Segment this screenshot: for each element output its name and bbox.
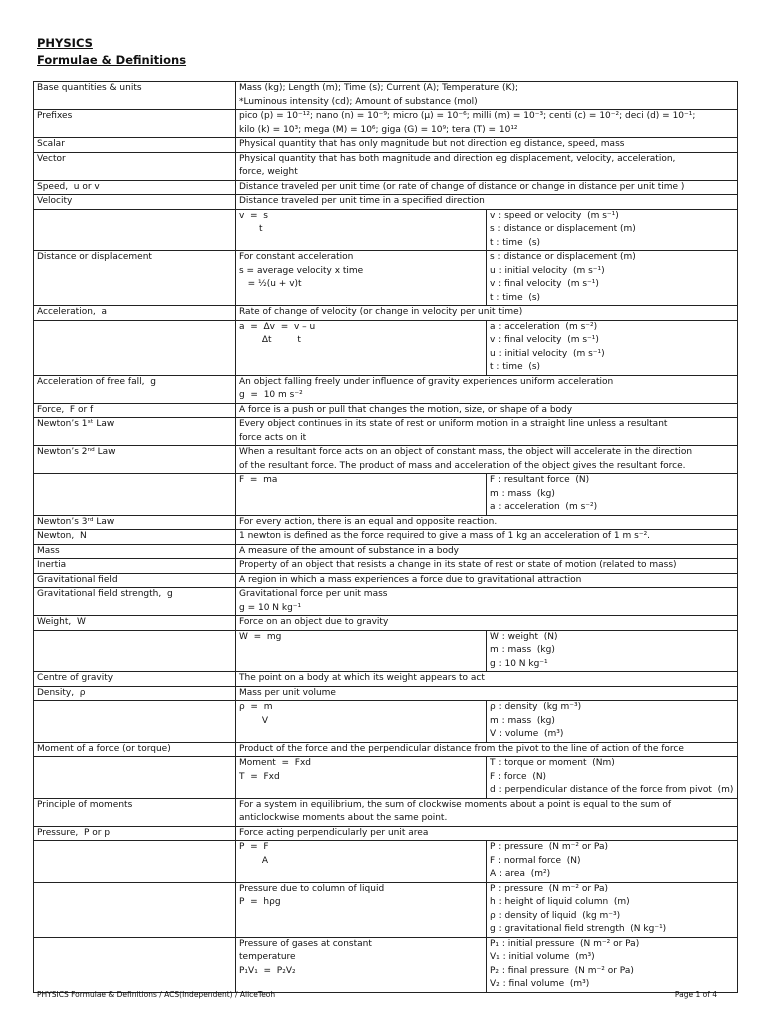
variables-cell: a : acceleration (m s⁻²) v : final velocity (m s⁻¹) u : initial velocity (m s⁻¹) t : time (s)	[487, 320, 738, 375]
document-header	[37, 35, 186, 69]
table-row	[34, 573, 738, 588]
table-row	[34, 672, 738, 687]
table-row	[34, 588, 738, 616]
term-cell	[34, 937, 236, 992]
formula-cell: P = F A	[236, 841, 487, 883]
formula-cell: ρ = m V	[236, 701, 487, 743]
document-subtitle: Formulae & Definitions	[37, 53, 187, 67]
term-cell: Newton’s 1ˢᵗ Law	[34, 418, 236, 446]
definition-cell: Distance traveled per unit time (or rate of change of distance or change in distance per unit time )	[236, 180, 738, 195]
table-row	[34, 251, 738, 306]
definition-cell: Force on an object due to gravity	[236, 616, 738, 631]
formula-cell: v = s t	[236, 209, 487, 251]
table-row	[34, 937, 738, 992]
term-cell: Centre of gravity	[34, 672, 236, 687]
definition-cell: A measure of the amount of substance in a body	[236, 544, 738, 559]
definition-cell: A region in which a mass experiences a force due to gravitational attraction	[236, 573, 738, 588]
term-cell	[34, 841, 236, 883]
table-row	[34, 742, 738, 757]
term-cell: Prefixes	[34, 110, 236, 138]
definition-cell: When a resultant force acts on an object of constant mass, the object will accelerate in the direction of the resultant force. The product of mass and acceleration of the object gives the resultant force.	[236, 446, 738, 474]
table-row	[34, 138, 738, 153]
definition-cell: Physical quantity that has both magnitude and direction eg displacement, velocity, acceleration, force, weight	[236, 152, 738, 180]
term-cell: Force, F or f	[34, 403, 236, 418]
table-row	[34, 826, 738, 841]
definition-cell: Mass per unit volume	[236, 686, 738, 701]
term-cell	[34, 882, 236, 937]
formula-cell: Pressure of gases at constant temperature P₁V₁ = P₂V₂	[236, 937, 487, 992]
term-cell: Distance or displacement	[34, 251, 236, 306]
term-cell	[34, 701, 236, 743]
term-cell	[34, 757, 236, 799]
definition-cell: 1 newton is defined as the force required to give a mass of 1 kg an acceleration of 1 m s⁻².	[236, 530, 738, 545]
term-cell: Acceleration, a	[34, 306, 236, 321]
table-row	[34, 841, 738, 883]
term-cell: Newton’s 2ⁿᵈ Law	[34, 446, 236, 474]
table-row	[34, 195, 738, 210]
table-row	[34, 110, 738, 138]
formula-cell: Pressure due to column of liquid P = hρg	[236, 882, 487, 937]
table-row	[34, 686, 738, 701]
variables-cell: T : torque or moment (Nm) F : force (N) d : perpendicular distance of the force from pivot (m)	[487, 757, 738, 799]
term-cell: Vector	[34, 152, 236, 180]
table-row	[34, 798, 738, 826]
term-cell: Velocity	[34, 195, 236, 210]
term-cell: Base quantities & units	[34, 82, 236, 110]
variables-cell: s : distance or displacement (m) u : initial velocity (m s⁻¹) v : final velocity (m s⁻¹) t : time (s)	[487, 251, 738, 306]
variables-cell: P₁ : initial pressure (N m⁻² or Pa) V₁ : initial volume (m³) P₂ : final pressure (N m⁻² or Pa) V₂ : final volume (m³)	[487, 937, 738, 992]
term-cell	[34, 630, 236, 672]
definition-cell: Physical quantity that has only magnitude but not direction eg distance, speed, mass	[236, 138, 738, 153]
definition-cell: The point on a body at which its weight appears to act	[236, 672, 738, 687]
formula-cell: Moment = Fxd T = Fxd	[236, 757, 487, 799]
variables-cell: v : speed or velocity (m s⁻¹) s : distance or displacement (m) t : time (s)	[487, 209, 738, 251]
table-row	[34, 882, 738, 937]
definition-cell: Property of an object that resists a change in its state of rest or state of motion (related to mass)	[236, 559, 738, 574]
table-row	[34, 82, 738, 110]
term-cell: Acceleration of free fall, g	[34, 375, 236, 403]
term-cell: Newton’s 3ʳᵈ Law	[34, 515, 236, 530]
term-cell	[34, 320, 236, 375]
formula-cell: For constant acceleration s = average velocity x time = ½(u + v)t	[236, 251, 487, 306]
term-cell: Inertia	[34, 559, 236, 574]
term-cell: Newton, N	[34, 530, 236, 545]
term-cell: Density, ρ	[34, 686, 236, 701]
table-row	[34, 403, 738, 418]
table-row	[34, 180, 738, 195]
table-row	[34, 757, 738, 799]
definition-cell: Gravitational force per unit mass g = 10 N kg⁻¹	[236, 588, 738, 616]
variables-cell: P : pressure (N m⁻² or Pa) h : height of liquid column (m) ρ : density of liquid (kg m⁻³) g : gravitational field strength (N kg⁻¹)	[487, 882, 738, 937]
definition-cell: Every object continues in its state of rest or uniform motion in a straight line unless a resultant force acts on it	[236, 418, 738, 446]
term-cell: Speed, u or v	[34, 180, 236, 195]
footer-source: PHYSICS Formulae & Definitions / ACS(Independent) / AliceTeoh	[37, 990, 276, 999]
table-row	[34, 630, 738, 672]
definition-cell: For every action, there is an equal and opposite reaction.	[236, 515, 738, 530]
table-row	[34, 474, 738, 516]
term-cell: Moment of a force (or torque)	[34, 742, 236, 757]
document-title: PHYSICS	[37, 36, 93, 50]
definition-cell: An object falling freely under influence of gravity experiences uniform acceleration g = 10 m s⁻²	[236, 375, 738, 403]
table-row	[34, 320, 738, 375]
definition-cell: Product of the force and the perpendicular distance from the pivot to the line of action of the force	[236, 742, 738, 757]
table-row	[34, 209, 738, 251]
term-cell: Gravitational field	[34, 573, 236, 588]
table-row	[34, 152, 738, 180]
definition-cell: A force is a push or pull that changes the motion, size, or shape of a body	[236, 403, 738, 418]
definition-cell: Force acting perpendicularly per unit area	[236, 826, 738, 841]
variables-cell: F : resultant force (N) m : mass (kg) a : acceleration (m s⁻²)	[487, 474, 738, 516]
term-cell: Mass	[34, 544, 236, 559]
variables-cell: W : weight (N) m : mass (kg) g : 10 N kg⁻¹	[487, 630, 738, 672]
formula-cell: W = mg	[236, 630, 487, 672]
table-row	[34, 515, 738, 530]
formulae-table	[33, 81, 738, 993]
term-cell: Pressure, P or p	[34, 826, 236, 841]
table-row	[34, 418, 738, 446]
formula-cell: F = ma	[236, 474, 487, 516]
table-row	[34, 530, 738, 545]
definition-cell: Rate of change of velocity (or change in velocity per unit time)	[236, 306, 738, 321]
definition-cell: For a system in equilibrium, the sum of clockwise moments about a point is equal to the sum of anticlockwise moments about the same point.	[236, 798, 738, 826]
table-row	[34, 446, 738, 474]
variables-cell: ρ : density (kg m⁻³) m : mass (kg) V : volume (m³)	[487, 701, 738, 743]
term-cell	[34, 209, 236, 251]
definition-cell: pico (p) = 10⁻¹²; nano (n) = 10⁻⁹; micro (μ) = 10⁻⁶; milli (m) = 10⁻³; centi (c) = 10⁻²; deci (d) = 10⁻¹; kilo (k) = 10³; mega (M) = 10⁶; giga (G) = 10⁹; tera (T) = 10¹²	[236, 110, 738, 138]
page-number: Page 1 of 4	[674, 990, 717, 999]
table-row	[34, 616, 738, 631]
term-cell: Scalar	[34, 138, 236, 153]
term-cell: Principle of moments	[34, 798, 236, 826]
table-row	[34, 559, 738, 574]
term-cell	[34, 474, 236, 516]
table-row	[34, 375, 738, 403]
variables-cell: P : pressure (N m⁻² or Pa) F : normal force (N) A : area (m²)	[487, 841, 738, 883]
term-cell: Gravitational field strength, g	[34, 588, 236, 616]
table-row	[34, 306, 738, 321]
table-row	[34, 544, 738, 559]
table-row	[34, 701, 738, 743]
formula-cell: a = Δv = v – u Δt t	[236, 320, 487, 375]
page-footer	[37, 990, 717, 999]
definition-cell: Mass (kg); Length (m); Time (s); Current (A); Temperature (K); *Luminous intensity (cd); Amount of substance (mol)	[236, 82, 738, 110]
definition-cell: Distance traveled per unit time in a specified direction	[236, 195, 738, 210]
term-cell: Weight, W	[34, 616, 236, 631]
